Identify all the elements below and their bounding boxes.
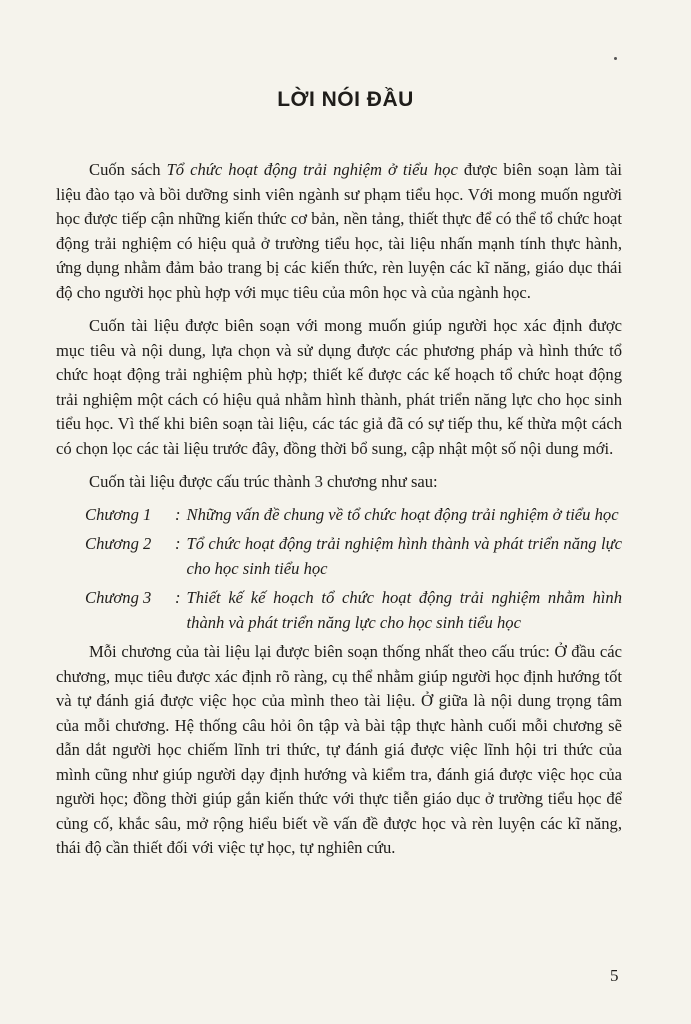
- chapter-item: Chương 1 : Những vấn đề chung về tổ chức hoạt động trải nghiệm ở tiểu học: [56, 503, 622, 528]
- chapter-title: Thiết kế kế hoạch tổ chức hoạt động trải nghiệm nhằm hình thành và phát triển năng lực cho học sinh tiểu học: [186, 588, 622, 632]
- chapter-label: Chương 2: [85, 534, 152, 553]
- intro-rest: được biên soạn làm tài liệu đào tạo và bồi dưỡng sinh viên ngành sư phạm tiểu học. Với mong muốn người học được tiếp cận những kiến thức cơ bản, nền tảng, thiết thực để có thể tổ chức hoạt động trải nghiệm có hiệu quả ở trường tiểu học, tài liệu nhấn mạnh tính thực hành, ứng dụng nhằm đảm bảo trang bị các kiến thức, rèn luyện các kĩ năng, giáo dục thái độ cho người học phù hợp với mục tiêu của môn học và của ngành học.: [56, 160, 622, 302]
- intro-lead: Cuốn sách: [89, 160, 167, 179]
- book-title: Tổ chức hoạt động trải nghiệm ở tiểu học: [166, 160, 458, 179]
- paragraph-intro: [56, 158, 622, 305]
- chapter-item: Chương 3 : Thiết kế kế hoạch tổ chức hoạt động trải nghiệm nhằm hình thành và phát triển năng lực cho học sinh tiểu học: [56, 586, 622, 635]
- chapter-label: Chương 3: [85, 588, 152, 607]
- chapter-list: [56, 503, 622, 636]
- ink-dot: [614, 57, 617, 60]
- chapter-item: Chương 2 : Tổ chức hoạt động trải nghiệm hình thành và phát triển năng lực cho học sinh tiểu học: [56, 532, 622, 581]
- paragraph-purpose: Cuốn tài liệu được biên soạn với mong muốn giúp người học xác định được mục tiêu và nội dung, lựa chọn và sử dụng được các phương pháp và hình thức tổ chức hoạt động trải nghiệm phù hợp; thiết kế được các kế hoạch tổ chức hoạt động trải nghiệm một cách có hiệu quả nhằm hình thành, phát triển năng lực cho học sinh tiểu học. Vì thế khi biên soạn tài liệu, các tác giả đã có sự tiếp thu, kế thừa một cách có chọn lọc các tài liệu trước đây, đồng thời bổ sung, cập nhật một số nội dung mới.: [56, 316, 622, 458]
- page-number: 5: [610, 966, 619, 985]
- paragraph-chapter-structure: Mỗi chương của tài liệu lại được biên soạn thống nhất theo cấu trúc: Ở đầu các chương, mục tiêu được xác định rõ ràng, cụ thể nhằm giúp người học định hướng tốt và tự đánh giá được việc học của mình theo tài liệu. Ở giữa là nội dung trọng tâm của mỗi chương. Hệ thống câu hỏi ôn tập và bài tập thực hành cuối mỗi chương sẽ dẫn dắt người học chiếm lĩnh tri thức, tự đánh giá được việc lĩnh hội tri thức của mình cũng như giúp người dạy định hướng và kiểm tra, đánh giá được việc học của người học; đồng thời giúp gắn kiến thức với thực tiễn giáo dục ở trường tiểu học để củng cố, khắc sâu, mở rộng hiểu biết về vấn đề được học và rèn luyện các kĩ năng, thái độ cần thiết đối với việc tự học, tự nghiên cứu.: [56, 642, 622, 857]
- page-title: LỜI NÓI ĐẦU: [277, 88, 414, 111]
- body-text: [56, 158, 622, 861]
- paragraph-structure: Cuốn tài liệu được cấu trúc thành 3 chương như sau:: [89, 472, 438, 491]
- chapter-title: Những vấn đề chung về tổ chức hoạt động trải nghiệm ở tiểu học: [186, 504, 619, 524]
- chapter-title: Tổ chức hoạt động trải nghiệm hình thành và phát triển năng lực cho học sinh tiểu học: [186, 534, 622, 578]
- chapter-label: Chương 1: [85, 504, 152, 524]
